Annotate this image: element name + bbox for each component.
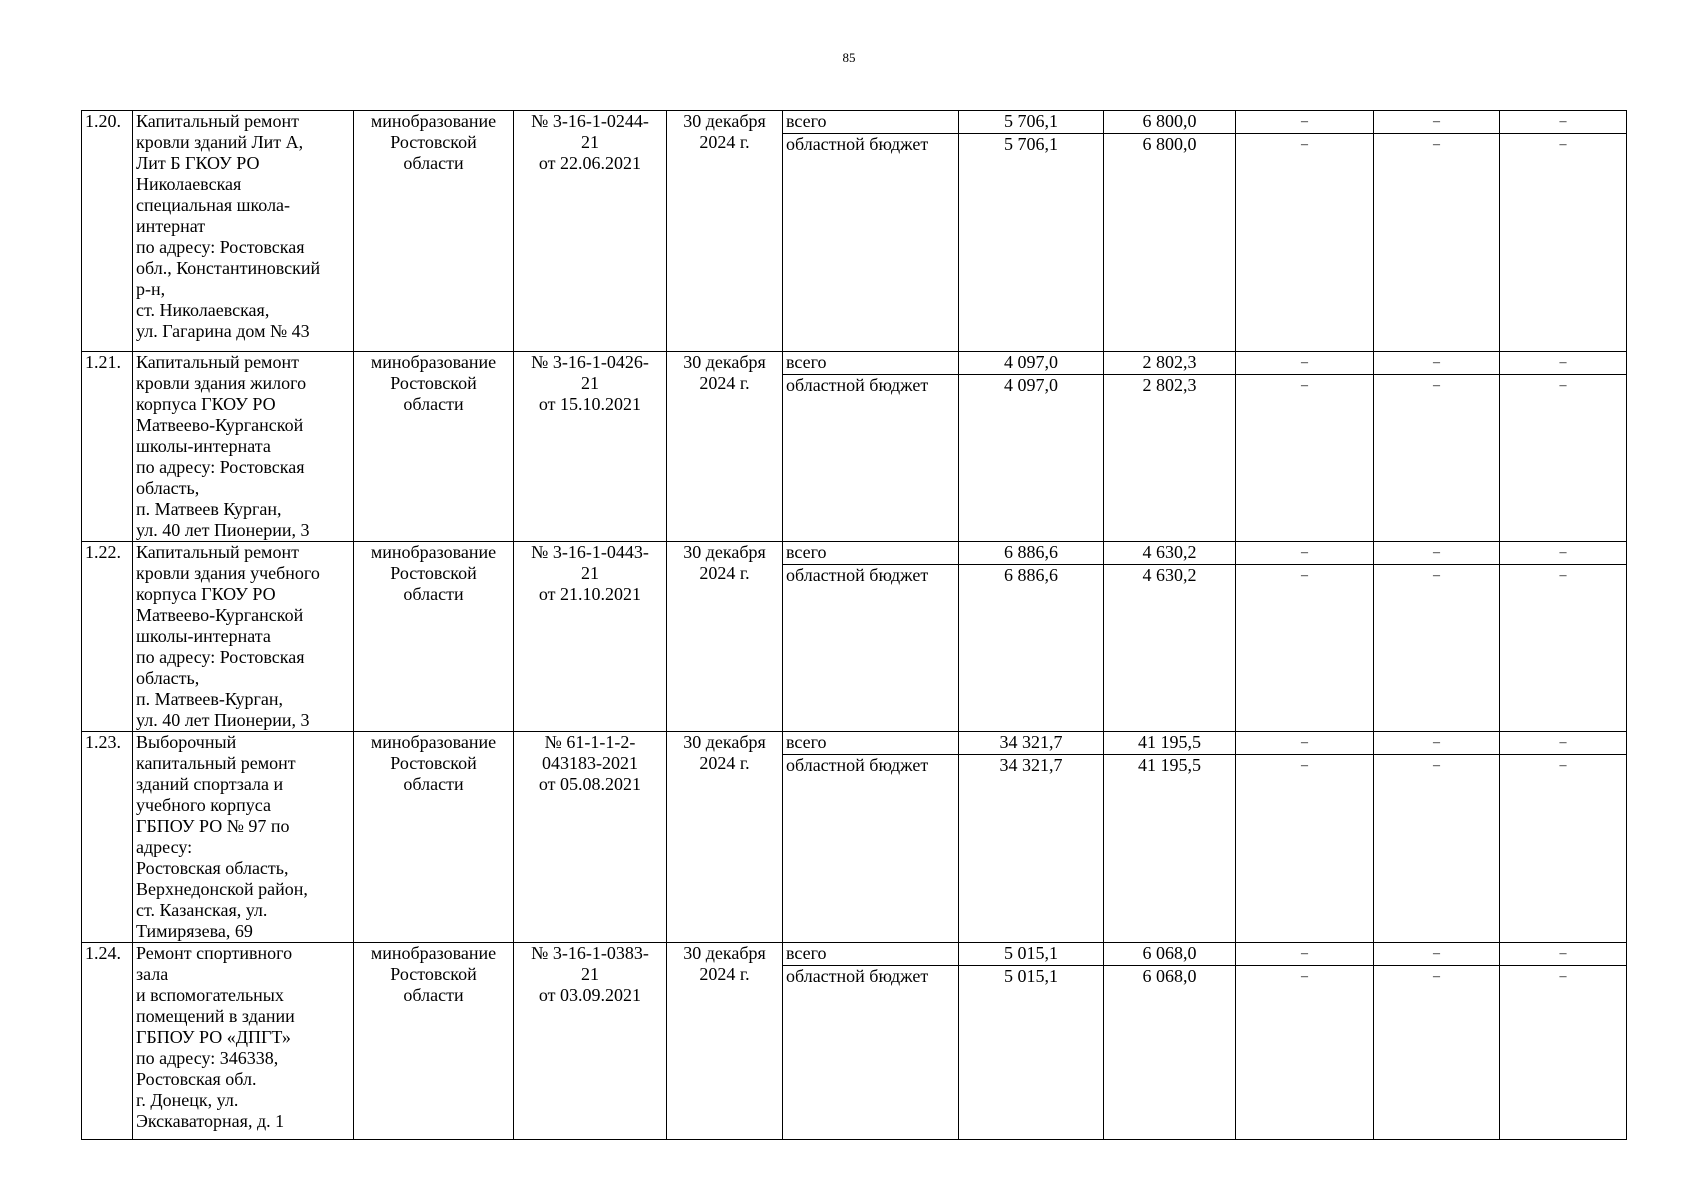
value-budget-4: – (1374, 755, 1500, 943)
value-total-4: – (1374, 542, 1500, 565)
deadline: 30 декабря 2024 г. (667, 111, 783, 352)
table-row (82, 111, 1627, 134)
value-total-3: – (1236, 352, 1374, 375)
funding-source-total: всего (783, 732, 959, 755)
item-name: Капитальный ремонт кровли здания учебного корпуса ГКОУ РО Матвеево-Курганской школы-интерната по адресу: Ростовская область, п. Матвеев-Курган, ул. 40 лет Пионерии, 3 (133, 542, 354, 732)
value-budget-4: – (1374, 134, 1500, 352)
value-budget-2: 2 802,3 (1104, 375, 1236, 542)
value-total-2: 6 800,0 (1104, 111, 1236, 134)
value-total-2: 4 630,2 (1104, 542, 1236, 565)
value-total-2: 41 195,5 (1104, 732, 1236, 755)
value-total-2: 2 802,3 (1104, 352, 1236, 375)
value-budget-3: – (1236, 134, 1374, 352)
value-budget-2: 6 800,0 (1104, 134, 1236, 352)
value-budget-5: – (1500, 565, 1627, 732)
value-total-4: – (1374, 352, 1500, 375)
responsible-org: минобразование Ростовской области (354, 111, 514, 352)
table-row (82, 542, 1627, 565)
item-name: Капитальный ремонт кровли здания жилого корпуса ГКОУ РО Матвеево-Курганской школы-интерната по адресу: Ростовская область, п. Матвеев Курган, ул. 40 лет Пионерии, 3 (133, 352, 354, 542)
value-budget-4: – (1374, 966, 1500, 1140)
value-total-5: – (1500, 732, 1627, 755)
value-total-4: – (1374, 732, 1500, 755)
value-budget-3: – (1236, 966, 1374, 1140)
item-name: Выборочный капитальный ремонт зданий спортзала и учебного корпуса ГБПОУ РО № 97 по адресу: Ростовская область, Верхнедонской район, ст. Казанская, ул. Тимирязева, 69 (133, 732, 354, 943)
deadline: 30 декабря 2024 г. (667, 542, 783, 732)
responsible-org: минобразование Ростовской области (354, 732, 514, 943)
page-number: 85 (842, 50, 856, 65)
document-number: № 3-16-1-0443- 21 от 21.10.2021 (514, 542, 667, 732)
value-budget-3: – (1236, 755, 1374, 943)
item-number: 1.21. (82, 352, 133, 542)
funding-source-budget: областной бюджет (783, 755, 959, 943)
item-number: 1.22. (82, 542, 133, 732)
value-budget-1: 5 706,1 (959, 134, 1104, 352)
value-budget-1: 4 097,0 (959, 375, 1104, 542)
value-total-5: – (1500, 542, 1627, 565)
value-total-3: – (1236, 943, 1374, 966)
value-total-1: 5 015,1 (959, 943, 1104, 966)
value-total-4: – (1374, 943, 1500, 966)
funding-source-budget: областной бюджет (783, 134, 959, 352)
funding-source-total: всего (783, 111, 959, 134)
item-number: 1.20. (82, 111, 133, 352)
table-body (82, 111, 1627, 1140)
value-budget-1: 6 886,6 (959, 565, 1104, 732)
value-total-1: 34 321,7 (959, 732, 1104, 755)
funding-source-budget: областной бюджет (783, 966, 959, 1140)
value-total-1: 4 097,0 (959, 352, 1104, 375)
value-total-2: 6 068,0 (1104, 943, 1236, 966)
deadline: 30 декабря 2024 г. (667, 732, 783, 943)
responsible-org: минобразование Ростовской области (354, 352, 514, 542)
funding-source-total: всего (783, 542, 959, 565)
value-budget-4: – (1374, 565, 1500, 732)
funding-source-total: всего (783, 943, 959, 966)
document-number: № 61-1-1-2- 043183-2021 от 05.08.2021 (514, 732, 667, 943)
responsible-org: минобразование Ростовской области (354, 542, 514, 732)
value-total-3: – (1236, 542, 1374, 565)
document-number: № 3-16-1-0244- 21 от 22.06.2021 (514, 111, 667, 352)
deadline: 30 декабря 2024 г. (667, 943, 783, 1140)
value-budget-3: – (1236, 375, 1374, 542)
table-row (82, 943, 1627, 966)
value-total-5: – (1500, 111, 1627, 134)
deadline: 30 декабря 2024 г. (667, 352, 783, 542)
budget-table (81, 110, 1627, 1140)
value-total-4: – (1374, 111, 1500, 134)
value-budget-2: 4 630,2 (1104, 565, 1236, 732)
document-number: № 3-16-1-0383- 21 от 03.09.2021 (514, 943, 667, 1140)
value-budget-5: – (1500, 375, 1627, 542)
value-budget-1: 34 321,7 (959, 755, 1104, 943)
value-budget-1: 5 015,1 (959, 966, 1104, 1140)
item-name: Ремонт спортивного зала и вспомогательных помещений в здании ГБПОУ РО «ДПГТ» по адресу: 346338, Ростовская обл. г. Донецк, ул. Экскаваторная, д. 1 (133, 943, 354, 1140)
table-row (82, 732, 1627, 755)
value-budget-2: 41 195,5 (1104, 755, 1236, 943)
funding-source-budget: областной бюджет (783, 565, 959, 732)
item-name: Капитальный ремонт кровли зданий Лит А, Лит Б ГКОУ РО Николаевская специальная школа- интернат по адресу: Ростовская обл., Константиновский р-н, ст. Николаевская, ул. Гагарина дом № 43 (133, 111, 354, 352)
value-budget-5: – (1500, 966, 1627, 1140)
value-total-5: – (1500, 352, 1627, 375)
funding-source-budget: областной бюджет (783, 375, 959, 542)
table-row (82, 352, 1627, 375)
document-number: № 3-16-1-0426- 21 от 15.10.2021 (514, 352, 667, 542)
value-budget-2: 6 068,0 (1104, 966, 1236, 1140)
value-total-1: 5 706,1 (959, 111, 1104, 134)
responsible-org: минобразование Ростовской области (354, 943, 514, 1140)
value-total-3: – (1236, 732, 1374, 755)
funding-source-total: всего (783, 352, 959, 375)
value-budget-4: – (1374, 375, 1500, 542)
item-number: 1.24. (82, 943, 133, 1140)
value-total-3: – (1236, 111, 1374, 134)
value-budget-3: – (1236, 565, 1374, 732)
value-budget-5: – (1500, 134, 1627, 352)
value-budget-5: – (1500, 755, 1627, 943)
item-number: 1.23. (82, 732, 133, 943)
value-total-5: – (1500, 943, 1627, 966)
value-total-1: 6 886,6 (959, 542, 1104, 565)
